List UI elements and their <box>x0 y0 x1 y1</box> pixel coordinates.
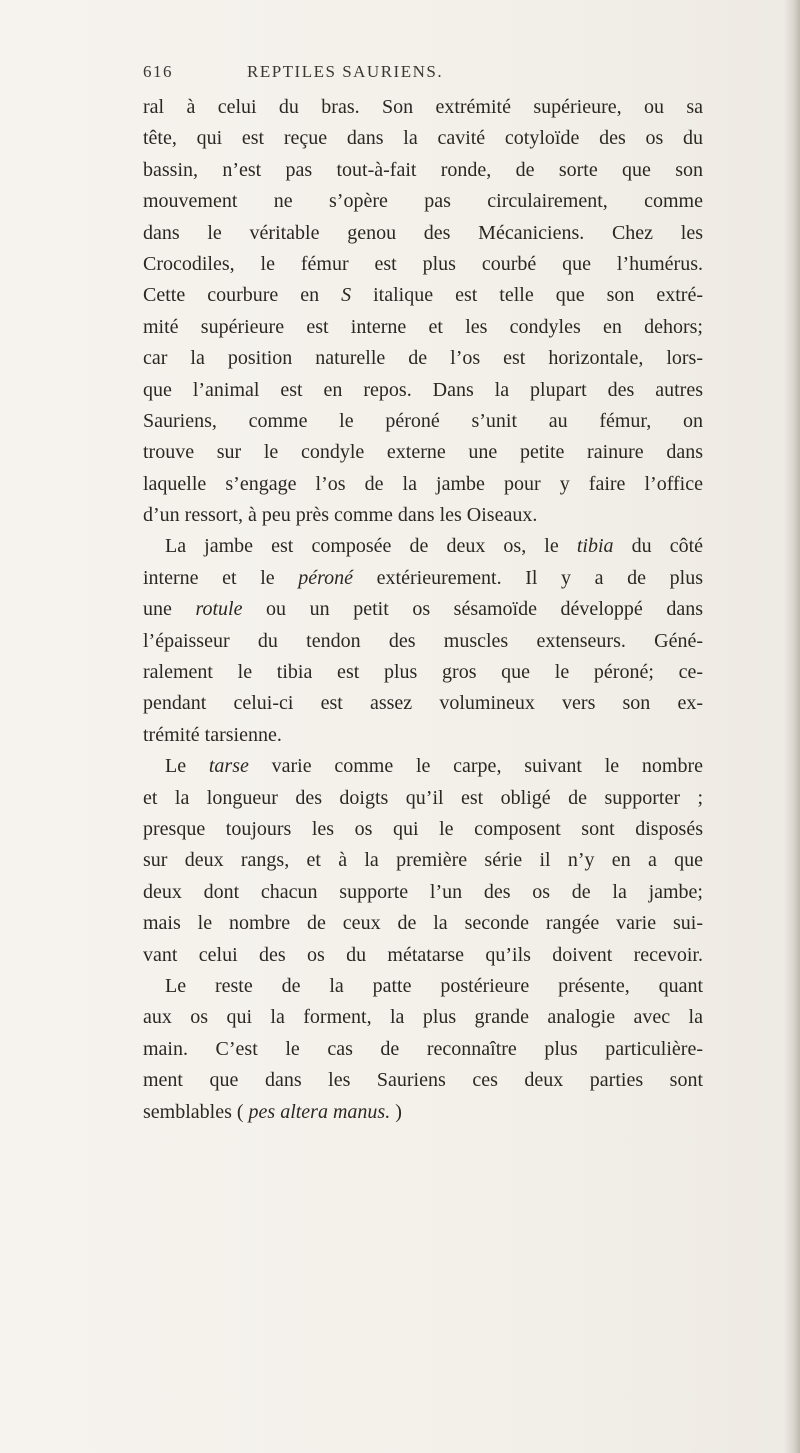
page-edge-shadow <box>784 0 800 1453</box>
text-run: tête, qui est reçue dans la cavité cotyloïde des os du <box>143 127 703 150</box>
text-run: bassin, n’est pas tout-à-fait ronde, de sorte que son <box>143 158 703 181</box>
text-line <box>143 406 703 437</box>
text-run: ralement le tibia est plus gros que le péroné; ce- <box>143 661 703 684</box>
text-run: une <box>143 598 196 621</box>
italic-term: tibia <box>576 535 614 558</box>
text-line <box>143 469 703 500</box>
text-line <box>143 343 703 374</box>
page-header <box>143 62 703 86</box>
text-run: Le <box>165 755 209 778</box>
text-line <box>143 657 703 688</box>
text-run: La jambe est composée de deux os, le <box>165 535 577 558</box>
text-line <box>143 783 703 814</box>
text-line <box>143 155 703 186</box>
text-run: car la position naturelle de l’os est horizontale, lors- <box>143 347 703 370</box>
text-line <box>143 1034 703 1065</box>
text-run: ment que dans les Sauriens ces deux parties sont <box>143 1069 703 1092</box>
page-number: 616 <box>143 62 173 81</box>
text-run: italique est telle que son extré- <box>351 284 703 307</box>
text-line <box>143 845 703 876</box>
text-run: mais le nombre de ceux de la seconde rangée varie sui- <box>143 912 703 935</box>
text-run: que l’animal est en repos. Dans la plupart des autres <box>143 378 703 401</box>
text-line <box>143 1002 703 1033</box>
text-line <box>143 908 703 939</box>
text-line <box>143 249 703 280</box>
text-run: trémité tarsienne. <box>143 723 282 746</box>
text-run: ) <box>390 1100 402 1123</box>
text-run: du côté <box>613 535 704 558</box>
body-text <box>143 92 703 1128</box>
text-run: l’épaisseur du tendon des muscles extenseurs. Géné- <box>143 629 703 652</box>
text-line <box>143 720 703 751</box>
text-run: presque toujours les os qui le composent sont disposés <box>143 817 703 840</box>
text-run: interne et le <box>143 566 299 589</box>
text-line <box>143 877 703 908</box>
text-line <box>143 92 703 123</box>
text-line <box>143 375 703 406</box>
text-run: main. C’est le cas de reconnaître plus particulière- <box>143 1037 703 1060</box>
text-run: vant celui des os du métatarse qu’ils doivent recevoir. <box>143 943 703 966</box>
text-run: deux dont chacun supporte l’un des os de la jambe; <box>143 880 703 903</box>
text-line <box>143 312 703 343</box>
text-line <box>143 218 703 249</box>
text-line <box>143 531 703 562</box>
italic-term: rotule <box>195 598 243 621</box>
italic-term: pes altera manus. <box>248 1100 391 1123</box>
text-run: sur deux rangs, et à la première série il n’y en a que <box>143 849 703 872</box>
text-line <box>143 1097 703 1128</box>
italic-term: S <box>341 284 352 307</box>
text-run: semblables ( <box>143 1100 249 1123</box>
text-line <box>143 186 703 217</box>
text-run: Cette courbure en <box>143 284 342 307</box>
text-line <box>143 594 703 625</box>
text-run: laquelle s’engage l’os de la jambe pour y faire l’office <box>143 472 703 495</box>
text-run: mouvement ne s’opère pas circulairement, comme <box>143 190 703 213</box>
text-line <box>143 751 703 782</box>
text-line <box>143 940 703 971</box>
text-run: Crocodiles, le fémur est plus courbé que l’humérus. <box>143 252 703 275</box>
text-run: ral à celui du bras. Son extrémité supérieure, ou sa <box>143 96 703 118</box>
text-run: Sauriens, comme le péroné s’unit au fémur, on <box>143 409 703 432</box>
text-run: pendant celui-ci est assez volumineux vers son ex- <box>143 692 703 715</box>
text-run: aux os qui la forment, la plus grande analogie avec la <box>143 1006 703 1029</box>
text-line <box>143 437 703 468</box>
text-run: et la longueur des doigts qu’il est obligé de supporter ; <box>143 786 703 809</box>
text-line <box>143 814 703 845</box>
text-run: varie comme le carpe, suivant le nombre <box>248 755 703 778</box>
text-run: extérieurement. Il y a de plus <box>353 566 703 589</box>
italic-term: tarse <box>208 755 249 778</box>
text-line <box>143 280 703 311</box>
text-run: mité supérieure est interne et les condyles en dehors; <box>143 315 703 338</box>
text-run: ou un petit os sésamoïde développé dans <box>242 598 703 621</box>
text-line <box>143 1065 703 1096</box>
text-run: Le reste de la patte postérieure présente, quant <box>165 974 703 997</box>
text-line <box>143 626 703 657</box>
italic-term: péroné <box>298 566 354 589</box>
text-line <box>143 500 703 531</box>
text-line <box>143 563 703 594</box>
text-run: dans le véritable genou des Mécaniciens. Chez les <box>143 221 703 244</box>
text-line <box>143 971 703 1002</box>
text-run: trouve sur le condyle externe une petite rainure dans <box>143 441 703 464</box>
running-title: REPTILES SAURIENS. <box>247 62 444 81</box>
text-line <box>143 688 703 719</box>
text-run: d’un ressort, à peu près comme dans les Oiseaux. <box>143 504 538 527</box>
text-line <box>143 123 703 154</box>
